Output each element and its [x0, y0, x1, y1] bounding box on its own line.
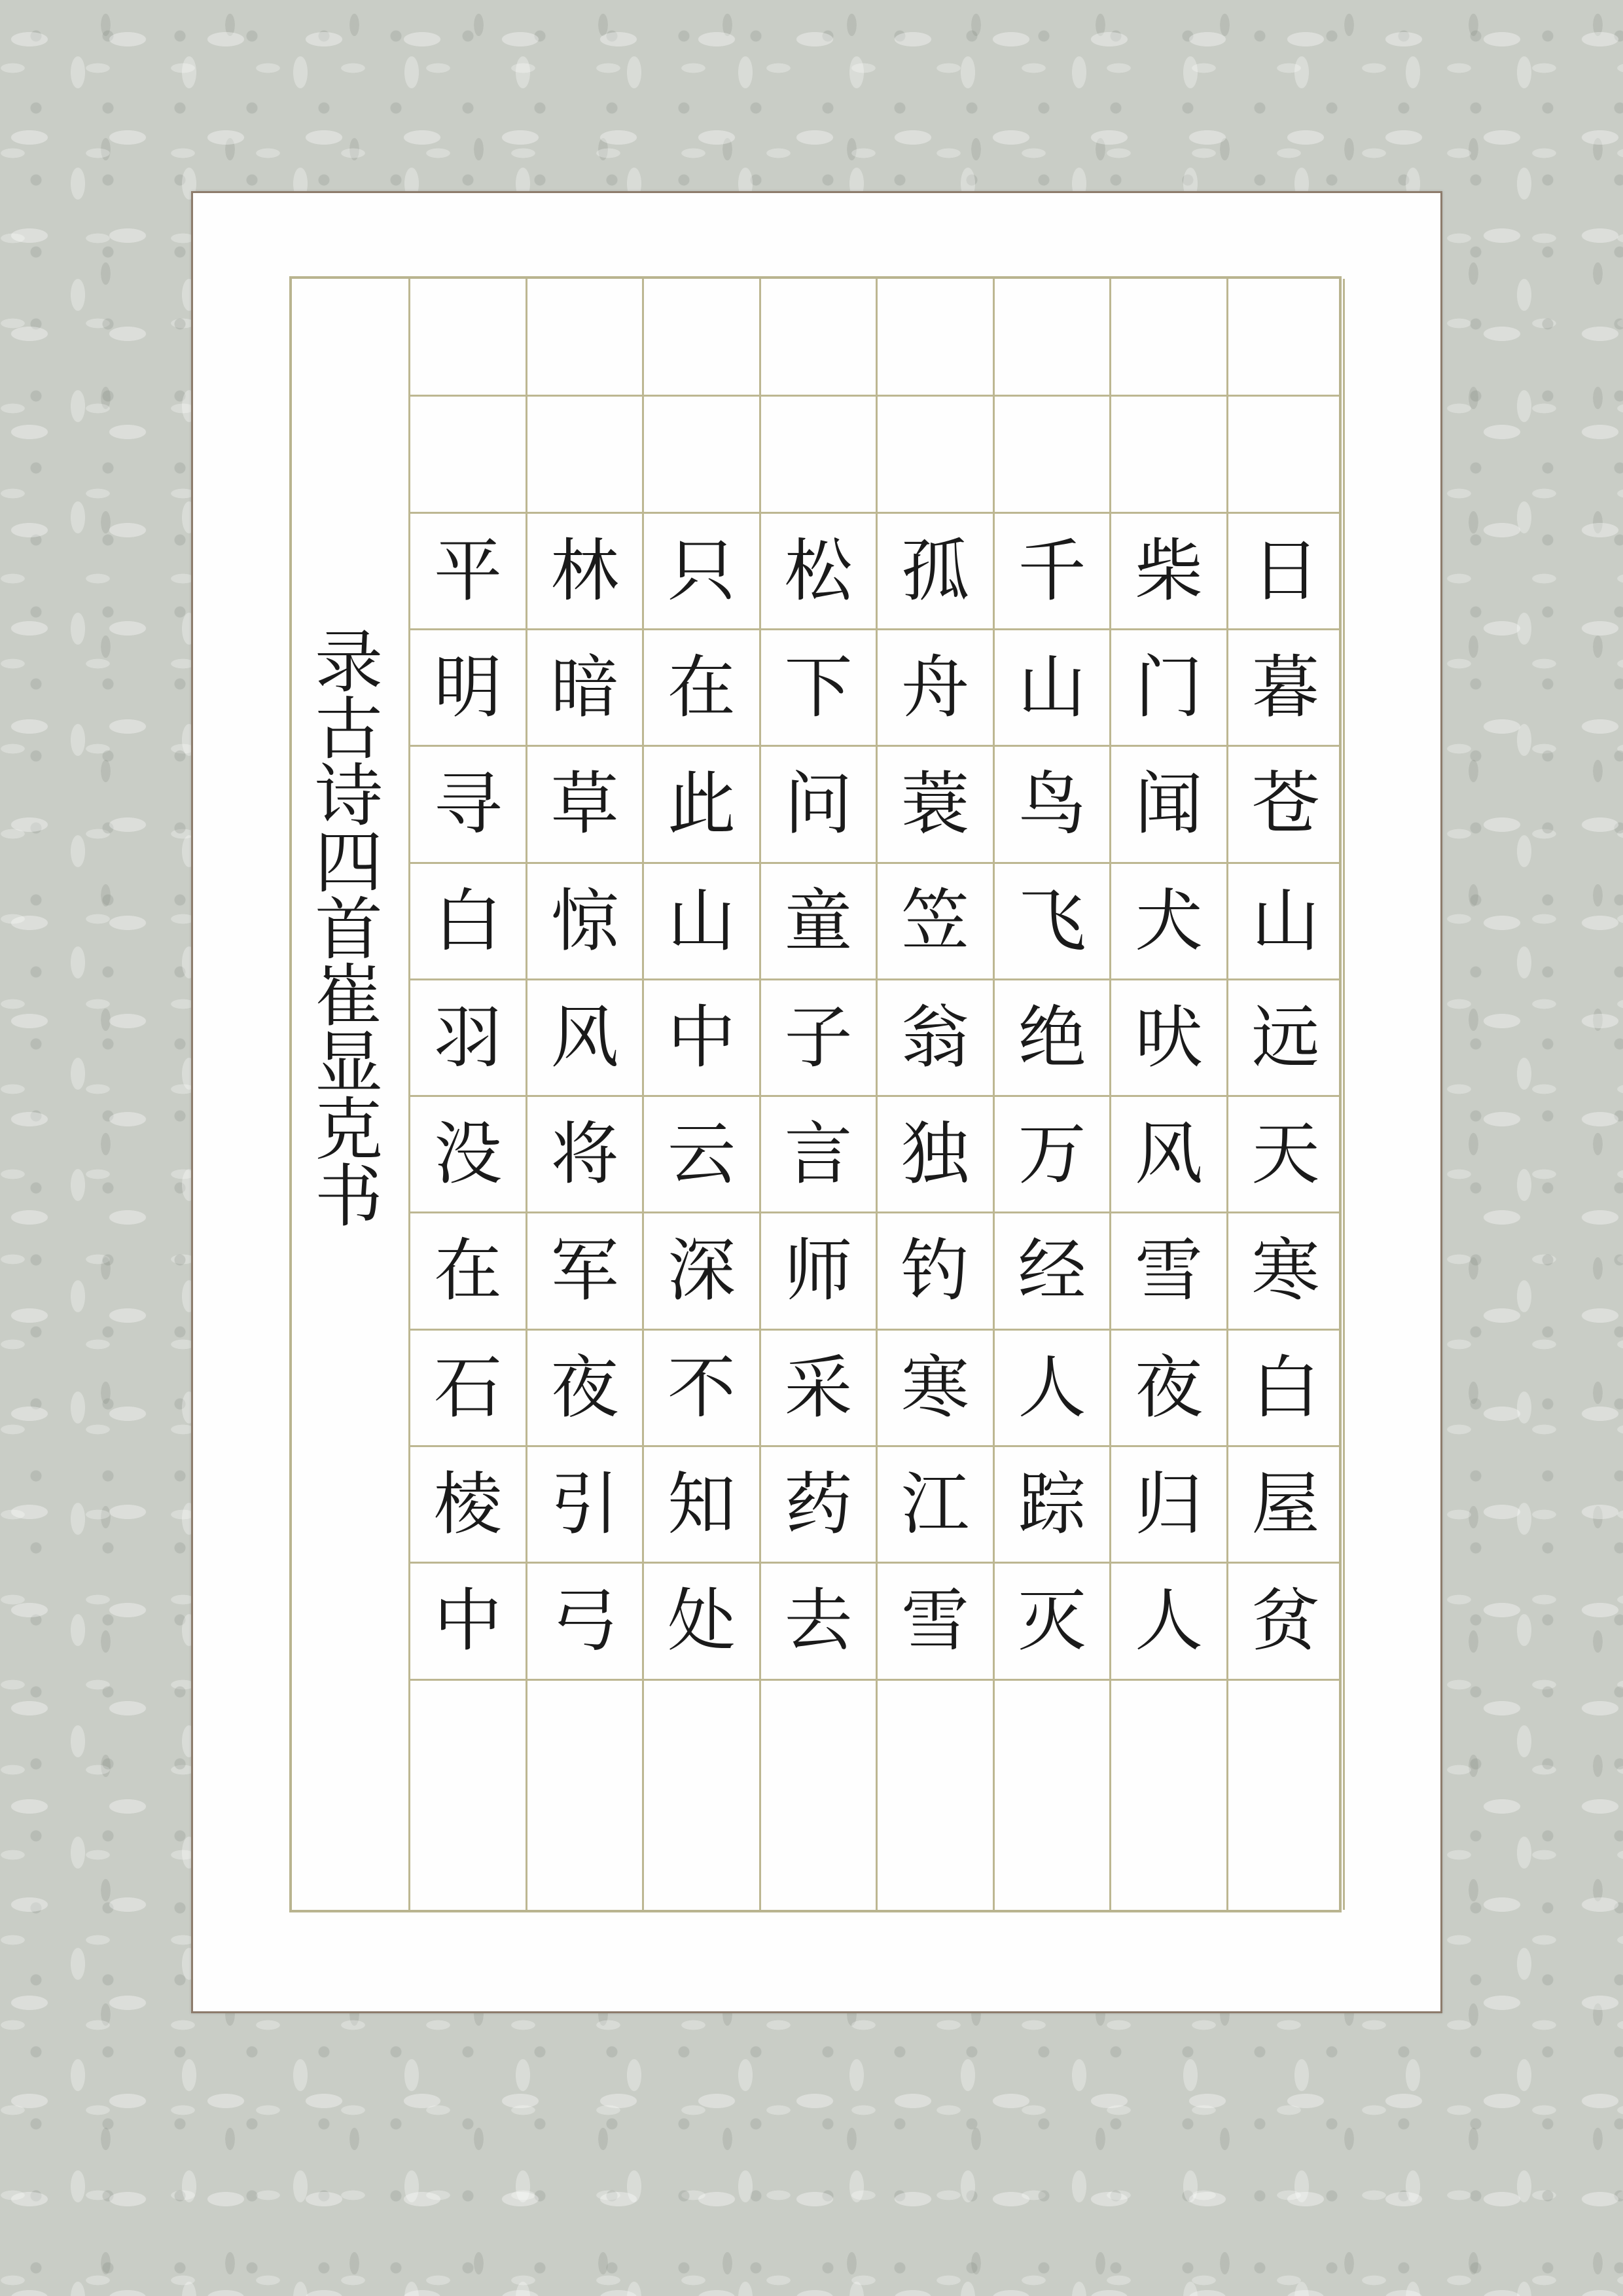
signature-character: 录: [314, 622, 383, 702]
poem-character: 雪: [901, 1581, 969, 1661]
poem-character: 踪: [1018, 1464, 1086, 1544]
signature-character: 显: [314, 1023, 383, 1103]
poem-character: 羽: [433, 997, 502, 1077]
poem-character: 知: [667, 1464, 736, 1544]
poem-character: 寻: [433, 764, 502, 844]
poem-character: 经: [1018, 1230, 1086, 1311]
poem-character: 山: [1251, 880, 1320, 961]
poem-character: 千: [1018, 530, 1086, 611]
poem-character: 松: [784, 530, 853, 611]
poem-character: 不: [667, 1347, 736, 1427]
poem-character: 风: [550, 997, 619, 1077]
poem-character: 独: [901, 1114, 969, 1194]
poem-character: 只: [667, 530, 736, 611]
poem-character: 远: [1251, 997, 1320, 1077]
poem-character: 棱: [433, 1464, 502, 1544]
poem-character: 苍: [1251, 764, 1320, 844]
poem-character: 云: [667, 1114, 736, 1194]
poem-character: 下: [784, 647, 853, 727]
poem-character: 弓: [550, 1581, 619, 1661]
poem-character: 天: [1251, 1114, 1320, 1194]
calligraphy-grid: [289, 276, 1342, 1912]
poem-character: 在: [667, 647, 736, 727]
poem-character: 暗: [550, 647, 619, 727]
poem-character: 万: [1018, 1114, 1086, 1194]
poem-character: 子: [784, 997, 853, 1077]
signature-character: 崔: [314, 956, 383, 1036]
poem-character: 日: [1251, 530, 1320, 611]
poem-character: 言: [784, 1114, 853, 1194]
poem-character: 人: [1018, 1347, 1086, 1427]
poem-character: 草: [550, 764, 619, 844]
poem-character: 风: [1134, 1114, 1203, 1194]
poem-character: 师: [784, 1230, 853, 1311]
poem-character: 寒: [1251, 1230, 1320, 1311]
poem-character: 暮: [1251, 647, 1320, 727]
poem-character: 归: [1134, 1464, 1203, 1544]
poem-character: 山: [1018, 647, 1086, 727]
poem-character: 夜: [1134, 1347, 1203, 1427]
signature-character: 诗: [314, 756, 383, 836]
poem-character: 绝: [1018, 997, 1086, 1077]
poem-character: 石: [433, 1347, 502, 1427]
poem-character: 吠: [1134, 997, 1203, 1077]
poem-character: 孤: [901, 530, 969, 611]
poem-character: 灭: [1018, 1581, 1086, 1661]
poem-character: 门: [1134, 647, 1203, 727]
poem-character: 钓: [901, 1230, 969, 1311]
poem-character: 药: [784, 1464, 853, 1544]
poem-character: 犬: [1134, 880, 1203, 961]
poem-character: 江: [901, 1464, 969, 1544]
signature-character: 克: [314, 1090, 383, 1170]
grid-horizontal-line: [410, 395, 1339, 397]
poem-character: 将: [550, 1114, 619, 1194]
poem-character: 闻: [1134, 764, 1203, 844]
poem-character: 平: [433, 530, 502, 611]
poem-character: 舟: [901, 647, 969, 727]
poem-character: 引: [550, 1464, 619, 1544]
poem-character: 林: [550, 530, 619, 611]
signature-character: 书: [314, 1157, 383, 1236]
poem-character: 明: [433, 647, 502, 727]
poem-character: 没: [433, 1114, 502, 1194]
poem-character: 鸟: [1018, 764, 1086, 844]
poem-character: 白: [1251, 1347, 1320, 1427]
poem-character: 雪: [1134, 1230, 1203, 1311]
poem-character: 屋: [1251, 1464, 1320, 1544]
poem-character: 童: [784, 880, 853, 961]
poem-character: 此: [667, 764, 736, 844]
poem-character: 飞: [1018, 880, 1086, 961]
poem-character: 蓑: [901, 764, 969, 844]
poem-character: 山: [667, 880, 736, 961]
poem-character: 夜: [550, 1347, 619, 1427]
signature-character: 古: [314, 689, 383, 769]
poem-character: 军: [550, 1230, 619, 1311]
poem-character: 在: [433, 1230, 502, 1311]
poem-character: 惊: [550, 880, 619, 961]
poem-character: 贫: [1251, 1581, 1320, 1661]
signature-inscription: [300, 622, 398, 1236]
poem-character: 笠: [901, 880, 969, 961]
poem-character: 问: [784, 764, 853, 844]
poem-character: 中: [433, 1581, 502, 1661]
poem-character: 白: [433, 880, 502, 961]
poem-character: 人: [1134, 1581, 1203, 1661]
poem-character: 采: [784, 1347, 853, 1427]
poem-character: 去: [784, 1581, 853, 1661]
signature-character: 四: [314, 823, 383, 903]
poem-character: 寒: [901, 1347, 969, 1427]
poem-character: 处: [667, 1581, 736, 1661]
poem-character: 翁: [901, 997, 969, 1077]
poem-character: 深: [667, 1230, 736, 1311]
poem-character: 柴: [1134, 530, 1203, 611]
poem-character: 中: [667, 997, 736, 1077]
signature-character: 首: [314, 889, 383, 969]
